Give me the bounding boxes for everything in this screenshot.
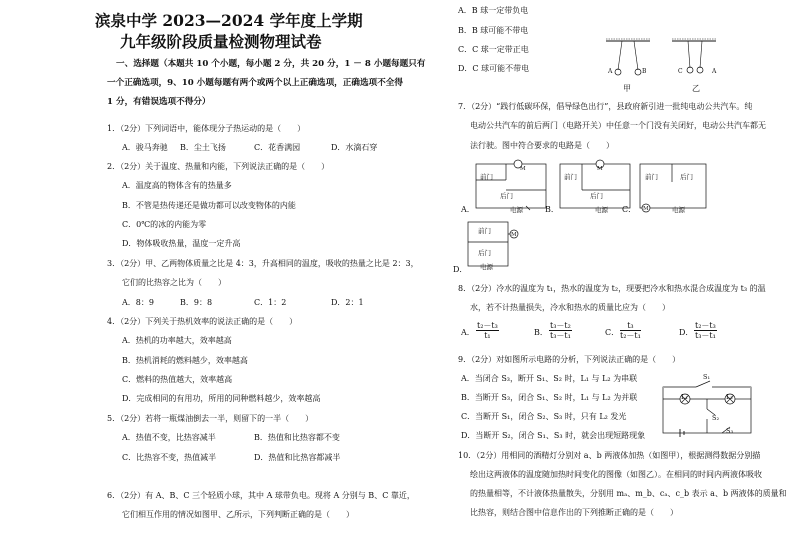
q3-option-d: D．2：1 — [331, 298, 364, 307]
q7-a-motor: M — [520, 166, 526, 172]
q8-stem-line1: 8．（2分）冷水的温度为 t₁，热水的温度为 t₂，现要把冷水和热水混合成温度为 t₃ 的温 — [458, 284, 766, 293]
section1-instructions-line2: 一个正确选项，9、10 小题每题有两个或两个以上正确选项，正确选项不全得 — [107, 78, 403, 88]
q8-option-a-fraction — [476, 321, 499, 340]
q6-ball-label-b: B — [642, 68, 647, 75]
q3-stem-cont: 它们的比热容之比为（ ） — [122, 278, 226, 287]
q7-b-power: 电源 — [595, 206, 608, 214]
q7-d-power: 电源 — [480, 263, 493, 271]
exam-title-line1: 滨泉中学 2023—2024 学年度上学期 — [95, 11, 363, 30]
q1-option-a: A．骏马奔驰 — [122, 143, 168, 152]
q4-option-d: D．完成相同的有用功，所用的同种燃料越少，效率越高 — [122, 394, 321, 403]
q7-b-motor: M — [597, 166, 603, 172]
q7-b-back-door: 后门 — [590, 192, 603, 200]
q6-option-c: C．C 球一定带正电 — [458, 45, 529, 54]
q1-option-d: D．水滴石穿 — [331, 143, 378, 152]
q8-option-d-denominator: t₃－t₁ — [695, 331, 716, 340]
q2-option-b: B．不管是热传递还是做功都可以改变物体的内能 — [122, 201, 296, 210]
q6-option-a: A．B 球一定带负电 — [458, 6, 529, 15]
q8-option-d-fraction — [694, 321, 717, 340]
q3-option-b: B．9：8 — [180, 298, 213, 307]
q2-option-c: C．0℃的冰的内能为零 — [122, 220, 207, 229]
q9-label-s3: S₃ — [726, 427, 734, 435]
q9-circuit-diagram — [660, 375, 756, 437]
section1-instructions-line3: 1 分，有错误选项不得分） — [107, 97, 211, 107]
q6-ball-label-a: A — [608, 68, 613, 75]
q8-option-b-denominator: t₃－t₁ — [550, 331, 571, 340]
q8-option-b-numerator: t₃－t₂ — [550, 321, 571, 330]
q7-b-front-door: 前门 — [564, 173, 577, 181]
q3-stem: 3．（2分）甲、乙两物体质量之比是 4：3，升高相同的温度，吸收的热量之比是 2：3， — [107, 259, 419, 268]
q7-circuit-d — [466, 220, 526, 270]
q7-d-motor: M — [511, 232, 517, 238]
q5-option-c: C．比热容不变，热值减半 — [122, 453, 217, 462]
q7-d-front-door: 前门 — [478, 227, 491, 235]
q8-option-c-numerator: t₃ — [620, 321, 641, 331]
q9-option-b: B．当断开 S₃，闭合 S₁、S₂ 时，L₁ 与 L₂ 为并联 — [461, 393, 638, 402]
q9-label-l2: L₂ — [726, 393, 733, 401]
q4-option-c: C．燃料的热值越大，效率越高 — [122, 375, 233, 384]
q8-option-d-label: D． — [679, 328, 694, 337]
q9-option-d: D．当断开 S₂，闭合 S₁、S₃ 时，就会出现短路现象 — [461, 431, 646, 440]
q7-option-c-label: C． — [622, 205, 637, 214]
q7-a-front-door: 前门 — [480, 173, 493, 181]
q5-stem: 5．（2分）若将一瓶煤油倒去一半，则留下的一半（ ） — [107, 414, 314, 423]
q5-option-b: B．热值和比热容都不变 — [254, 433, 340, 442]
q8-option-c-fraction — [620, 321, 641, 340]
q4-option-a: A．热机的功率越大，效率越高 — [122, 336, 232, 345]
q8-option-a-denominator: t₁ — [484, 331, 491, 340]
q7-stem-line1: 7．（2分）“践行低碳环保，倡导绿色出行”，县政府新引进一批纯电动公共汽车。纯 — [458, 102, 753, 111]
q2-stem: 2．（2分）关于温度、热量和内能，下列说法正确的是（ ） — [107, 162, 330, 171]
q7-c-front-door: 前门 — [645, 173, 658, 181]
q4-stem: 4．（2分）下列关于热机效率的说法正确的是（ ） — [107, 317, 298, 326]
q6-stem: 6．（2分）有 A、B、C 三个轻质小球，其中 A 球带负电。现将 A 分别与 B、C 靠近， — [107, 491, 415, 500]
q7-a-back-door: 后门 — [500, 192, 513, 200]
q9-label-l1: L₁ — [681, 393, 688, 401]
q6-option-b: B．B 球可能不带电 — [458, 26, 529, 35]
q9-label-s1: S₁ — [703, 373, 711, 381]
q5-option-a: A．热值不变，比热容减半 — [122, 433, 216, 442]
q6-ball-label-c: C — [678, 68, 683, 75]
q8-option-b-label: B． — [534, 328, 548, 337]
q8-option-c-label: C． — [605, 328, 620, 337]
q8-option-b-fraction — [549, 321, 572, 340]
q7-a-power: 电源 — [510, 206, 523, 214]
q7-c-power: 电源 — [672, 206, 685, 214]
q5-option-d: D．热值和比热容都减半 — [254, 453, 341, 462]
q7-c-back-door: 后门 — [680, 173, 693, 181]
q6-pith-ball-figure — [600, 38, 720, 98]
q7-stem-line3: 法行驶。图中符合要求的电路是（ ） — [470, 141, 614, 150]
exam-title-line2: 九年级阶段质量检测物理试卷 — [120, 32, 322, 51]
q1-option-c: C．花香满园 — [254, 143, 301, 152]
q8-option-a-numerator: t₂－t₃ — [477, 321, 498, 330]
q9-stem: 9．（2分）对如图所示电路的分析，下列说法正确的是（ ） — [458, 355, 681, 364]
q9-label-s2: S₂ — [712, 414, 720, 422]
q7-stem-line2: 电动公共汽车的前后两门（电路开关）中任意一个门没有关闭好，电动公共汽车都无 — [470, 121, 766, 130]
q7-d-back-door: 后门 — [478, 249, 491, 257]
q10-stem-line3: 的热量相等，不计液体热量散失，分别用 mₐ、m_b、cₐ、c_b 表示 a、b 两液体的质量和 — [470, 489, 787, 498]
q10-stem-line2: 绘出这两液体的温度随加热时间变化的图像（如图乙）。在相同的时间内两液体吸收 — [470, 470, 762, 479]
q7-option-d-label: D． — [453, 265, 468, 274]
q7-option-b-label: B． — [545, 205, 559, 214]
q6-caption-yi: 乙 — [692, 84, 700, 93]
q2-option-a: A．温度高的物体含有的热量多 — [122, 181, 232, 190]
q2-option-d: D．物体吸收热量，温度一定升高 — [122, 239, 241, 248]
q7-c-motor: M — [643, 206, 649, 212]
q8-option-c-denominator: t₂－t₁ — [620, 331, 641, 340]
section1-instructions-line1: 一、选择题（本题共 10 个小题，每小题 2 分，共 20 分，1 － 8 小题每题只有 — [116, 59, 426, 69]
q3-option-a: A．8：9 — [122, 298, 154, 307]
q1-option-b: B．尘土飞扬 — [180, 143, 226, 152]
q1-stem: 1．（2分）下列词语中，能体现分子热运动的是（ ） — [107, 124, 306, 133]
q6-stem-cont: 它们相互作用的情况如图甲、乙所示，下列判断正确的是（ ） — [122, 510, 354, 519]
q10-stem-line4: 比热容，则结合图中信息作出的下列推断正确的是（ ） — [470, 508, 678, 517]
q3-option-c: C．1：2 — [254, 298, 287, 307]
q10-stem-line1: 10．（2分）用相同的酒精灯分别对 a、b 两液体加热（如图甲），根据测得数据分别描 — [458, 451, 761, 460]
q7-option-a-label: A． — [461, 205, 475, 214]
q9-option-c: C．当断开 S₁，闭合 S₂、S₃ 时，只有 L₂ 发光 — [461, 412, 627, 421]
q6-ball-label-a2: A — [712, 68, 717, 75]
q9-option-a: A．当闭合 S₃，断开 S₁、S₂ 时，L₁ 与 L₂ 为串联 — [461, 374, 638, 383]
q6-caption-jia: 甲 — [623, 84, 631, 93]
q4-option-b: B．热机消耗的燃料越少，效率越高 — [122, 356, 248, 365]
q6-option-d: D．C 球可能不带电 — [458, 64, 530, 73]
q8-option-a-label: A． — [461, 328, 475, 337]
q8-stem-line2: 水，若不计热量损失，冷水和热水的质量比应为（ ） — [470, 303, 670, 312]
q8-option-d-numerator: t₂－t₃ — [695, 321, 716, 330]
